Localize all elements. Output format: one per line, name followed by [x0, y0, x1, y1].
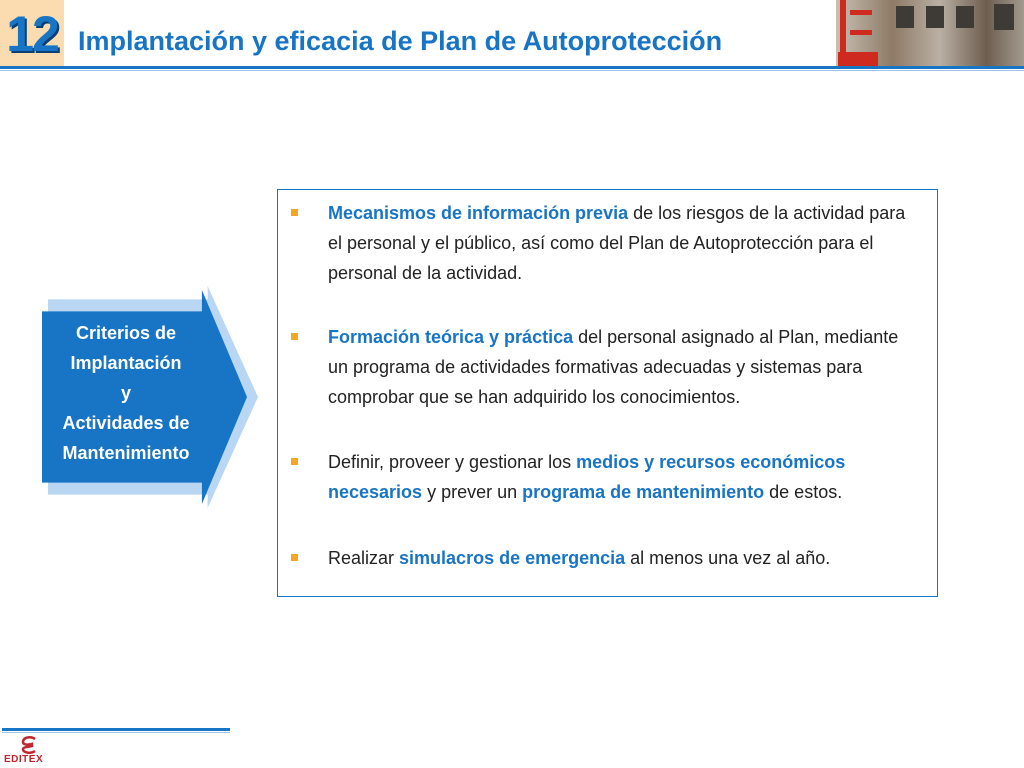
criteria-arrow: [42, 286, 262, 508]
arrow-label-line: Mantenimiento: [62, 443, 190, 463]
arrow-label-line: Criterios de: [75, 323, 177, 343]
footer-rule-light: [2, 732, 230, 733]
arrow-label-line: Implantación: [70, 353, 182, 373]
bullet-segment: Definir, proveer y gestionar los: [328, 452, 577, 472]
bullet-highlight: programa de mantenimiento: [522, 482, 765, 502]
header-photo: [836, 0, 1024, 66]
page-title: Implantación y eficacia de Plan de Autoprotección: [78, 26, 723, 56]
header-rule: [0, 66, 1024, 69]
chapter-number: 12: [6, 6, 58, 62]
bullet-segment: al menos una vez al año.: [625, 548, 831, 568]
header-rule-light: [0, 70, 1024, 71]
bullet-text: [328, 198, 923, 288]
bullet-highlight: Formación teórica y práctica: [328, 327, 574, 347]
bullet-highlight: medios y recursos económicos necesarios: [328, 452, 846, 502]
bullet-text: [328, 447, 923, 507]
bullet-highlight: simulacros de emergencia: [399, 548, 626, 568]
square-bullet-icon: [291, 554, 298, 561]
square-bullet-icon: [291, 458, 298, 465]
chapter-badge: [0, 0, 64, 66]
square-bullet-icon: [291, 209, 298, 216]
bullet-segment: de los riesgos de la actividad para el personal y el público, así como del Plan de Autoprotección para el personal de la actividad.: [328, 203, 906, 283]
content-panel: [277, 189, 938, 597]
bullet-segment: y prever un: [422, 482, 523, 502]
editex-e-icon: [20, 736, 38, 754]
bullet-segment: del personal asignado al Plan, mediante un programa de actividades formativas adecuadas y sistemas para comprobar que se han adquirido los conocimientos.: [328, 327, 899, 407]
arrow-label-line: Actividades de: [62, 413, 190, 433]
bullet-segment: de estos.: [764, 482, 843, 502]
arrow-label-line: y: [120, 383, 131, 403]
arrow-label: [42, 318, 210, 468]
editex-logo: [4, 736, 52, 766]
editex-wordmark: EDITEX: [4, 754, 44, 765]
square-bullet-icon: [291, 333, 298, 340]
bullet-segment: Realizar: [328, 548, 400, 568]
bullet-highlight: Mecanismos de información previa: [328, 203, 629, 223]
footer-rule: [2, 728, 230, 731]
bullet-text: [328, 543, 923, 573]
bullet-text: [328, 322, 923, 412]
